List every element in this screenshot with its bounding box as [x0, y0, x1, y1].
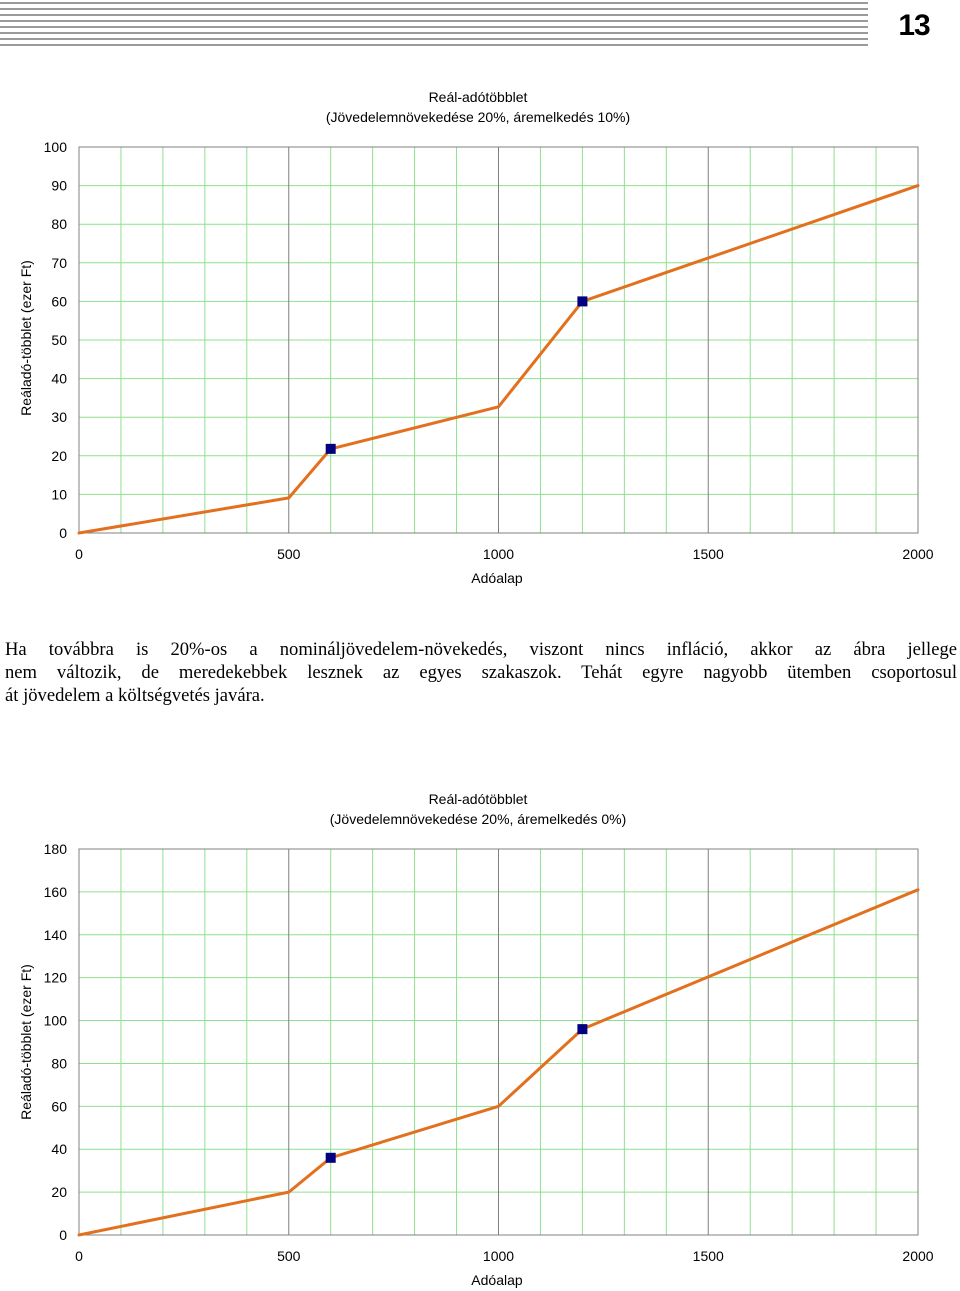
y-tick-label: 0 — [59, 525, 67, 541]
y-tick-label: 40 — [51, 370, 67, 387]
data-marker — [577, 1024, 587, 1034]
y-tick-label: 10 — [51, 486, 67, 503]
x-tick-label: 1500 — [692, 1248, 724, 1264]
chart-subtitle: (Jövedelemnövekedése 20%, áremelkedés 10%) — [325, 109, 631, 125]
header-rule-lines — [0, 0, 868, 50]
y-tick-label: 100 — [43, 139, 67, 155]
data-marker — [326, 444, 336, 454]
chart-real-tax-surplus-inflation-10 — [0, 80, 960, 600]
x-tick-label: 2000 — [902, 1248, 934, 1264]
x-tick-label: 1500 — [692, 546, 724, 562]
y-tick-label: 50 — [51, 332, 67, 348]
y-tick-label: 90 — [51, 177, 67, 194]
y-axis-label: Reáladó-többlet (ezer Ft) — [18, 964, 34, 1120]
y-tick-label: 140 — [43, 926, 67, 943]
x-tick-label: 1000 — [482, 1248, 515, 1264]
y-tick-label: 30 — [51, 409, 67, 426]
data-marker — [326, 1153, 336, 1163]
y-tick-label: 180 — [43, 841, 67, 857]
x-tick-label: 0 — [75, 1248, 83, 1264]
page-number: 13 — [898, 9, 930, 42]
data-marker — [577, 296, 587, 306]
chart-title: Reál-adótöbblet — [428, 791, 528, 807]
y-tick-label: 60 — [51, 1098, 67, 1115]
chart-svg — [0, 780, 960, 1291]
paragraph-line: nem változik, de meredekebbek lesznek az egyes szakaszok. Tehát egyre nagyobb ütemben csoportosul — [5, 662, 957, 683]
y-tick-label: 0 — [59, 1227, 67, 1243]
chart-real-tax-surplus-inflation-0 — [0, 780, 960, 1291]
y-tick-label: 80 — [51, 1055, 67, 1072]
chart-title: Reál-adótöbblet — [428, 89, 528, 105]
y-tick-label: 120 — [43, 969, 67, 986]
y-tick-label: 40 — [51, 1141, 67, 1158]
y-tick-label: 80 — [51, 216, 67, 233]
y-tick-label: 20 — [51, 1184, 67, 1201]
paragraph-line: át jövedelem a költségvetés javára. — [5, 685, 265, 706]
x-axis-label: Adóalap — [471, 1272, 523, 1288]
chart-subtitle: (Jövedelemnövekedése 20%, áremelkedés 0%) — [329, 811, 627, 827]
x-axis-label: Adóalap — [471, 570, 523, 586]
y-tick-label: 100 — [43, 1012, 67, 1029]
x-tick-label: 0 — [75, 546, 83, 562]
x-tick-label: 1000 — [482, 546, 515, 562]
y-axis-label: Reáladó-többlet (ezer Ft) — [18, 260, 34, 416]
x-tick-label: 2000 — [902, 546, 934, 562]
body-paragraph — [5, 638, 957, 707]
y-tick-label: 70 — [51, 254, 67, 271]
x-tick-label: 500 — [277, 1248, 301, 1264]
paragraph-line: Ha továbbra is 20%-os a nomináljövedelem-növekedés, viszont nincs infláció, akkor az ábra jellege — [5, 639, 957, 660]
x-tick-label: 500 — [277, 546, 301, 562]
chart-svg — [0, 80, 960, 600]
y-tick-label: 20 — [51, 447, 67, 464]
y-tick-label: 160 — [43, 883, 67, 900]
y-tick-label: 60 — [51, 293, 67, 310]
